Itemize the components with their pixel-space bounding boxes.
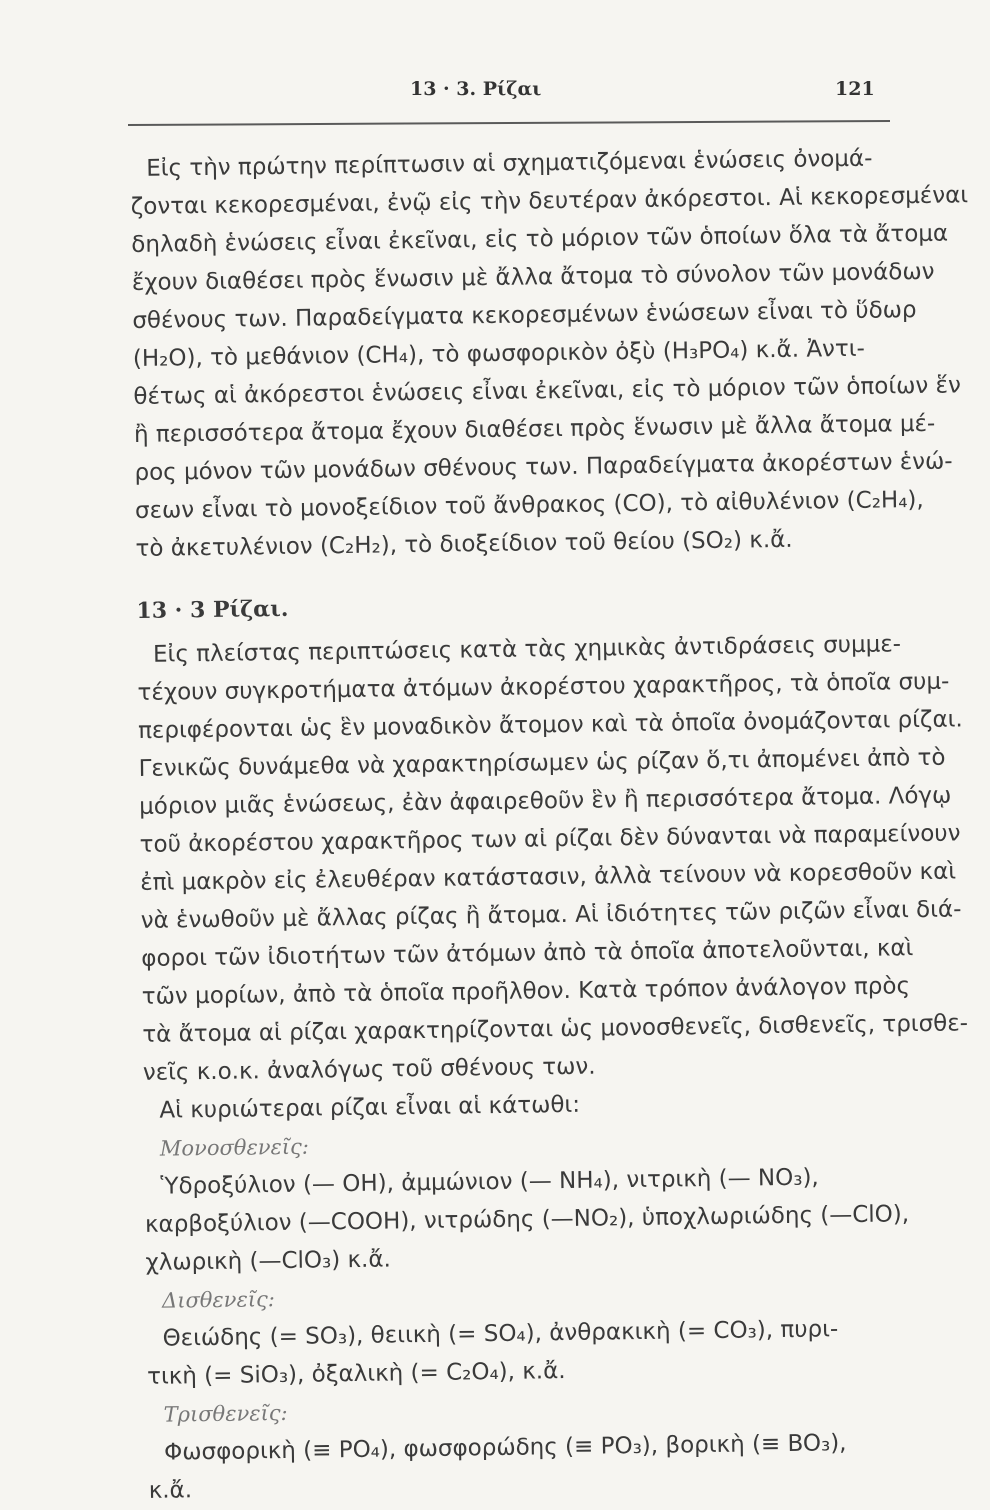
text-line: Γενικῶς δυνάμεθα νὰ χαρακτηρίσωμεν ὡς ρίζαν ὅ,τι ἀπομένει ἀπὸ τὸ	[138, 744, 946, 782]
text-line: Φωσφορικὴ (≡ PO₄), φωσφορώδης (≡ PO₃), βορικὴ (≡ BO₃),	[164, 1430, 847, 1466]
text-line: δηλαδὴ ἑνώσεις εἶναι ἐκεῖναι, εἰς τὸ μόριον τῶν ὁποίων ὅλα τὰ ἄτομα	[131, 220, 949, 258]
text-line: Θειώδης (= SO₃), θειικὴ (= SO₄), ἀνθρακικὴ (= CO₃), πυρι-	[162, 1316, 839, 1352]
text-line: νὰ ἑνωθοῦν μὲ ἄλλας ρίζας ἢ ἄτομα. Αἱ ἰδιότητες τῶν ριζῶν εἶναι διά-	[140, 896, 962, 934]
text-line: μόριον μιᾶς ἑνώσεως, ἐὰν ἀφαιρεθοῦν ἓν ἢ περισσότερα ἄτομα. Λόγῳ	[138, 782, 952, 820]
text-line: ἢ περισσότερα ἄτομα ἔχουν διαθέσει πρὸς ἕνωσιν μὲ ἄλλα ἄτομα μέ-	[133, 410, 936, 448]
page-number: 121	[835, 78, 875, 100]
text-line: τοῦ ἀκορέστου χαρακτῆρος των αἱ ρίζαι δὲν δύνανται νὰ παραμείνουν	[139, 820, 961, 858]
running-header	[0, 78, 990, 108]
text-line: τικὴ (= SiO₃), ὀξαλικὴ (= C₂O₄), κ.ἄ.	[146, 1358, 566, 1390]
text-line: ζονται κεκορεσμέναι, ἐνῷ εἰς τὴν δευτέραν ἀκόρεστοι. Αἱ κεκορεσμέναι	[130, 182, 969, 220]
text-line: τὰ ἄτομα αἱ ρίζαι χαρακτηρίζονται ὡς μονοσθενεῖς, δισθενεῖς, τρισθε-	[142, 1010, 969, 1048]
text-line: Εἰς τὴν πρώτην περίπτωσιν αἱ σχηματιζόμεναι ἑνώσεις ὀνομά-	[146, 145, 873, 182]
trivalent-label: Τρισθενεῖς:	[163, 1400, 288, 1427]
text-line: περιφέρονται ὡς ἓν μοναδικὸν ἄτομον καὶ τὰ ὁποῖα ὀνομάζονται ρίζαι.	[137, 706, 963, 744]
text-line: ἐπὶ μακρὸν εἰς ἐλευθέραν κατάστασιν, ἀλλὰ τείνουν νὰ κορεσθοῦν καὶ	[140, 858, 957, 896]
text-line: χλωρικὴ (—ClO₃) κ.ἄ.	[145, 1246, 392, 1276]
text-line: Ὑδροξύλιον (— OH), ἀμμώνιον (— NH₄), νιτρικὴ (— NO₃),	[160, 1164, 819, 1200]
text-line: τῶν μορίων, ἀπὸ τὰ ὁποῖα προῆλθον. Κατὰ τρόπον ἀνάλογον πρὸς	[141, 973, 911, 1010]
paragraph-1	[130, 139, 969, 568]
text-line: Εἰς πλείστας περιπτώσεις κατὰ τὰς χημικὰς ἀντιδράσεις συμμε-	[152, 631, 902, 668]
text-line: καρβοξύλιον (—COOH), νιτρώδης (—NO₂), ὑποχλωριώδης (—ClO),	[144, 1201, 910, 1238]
body-text	[130, 139, 969, 1509]
text-line: σεων εἶναι τὸ μονοξείδιον τοῦ ἄνθρακος (CO), τὸ αἰθυλένιον (C₂H₄),	[134, 486, 924, 524]
text-line: φοροι τῶν ἰδιοτήτων τῶν ἀτόμων ἀπὸ τὰ ὁποῖα ἀποτελοῦνται, καὶ	[141, 935, 914, 972]
header-rule	[128, 120, 890, 126]
list-intro: Αἱ κυριώτεραι ρίζαι εἶναι αἱ κάτωθι:	[159, 1091, 581, 1124]
text-line: τέχουν συγκροτήματα ἀτόμων ἀκορέστου χαρακτῆρος, τὰ ὁποῖα συμ-	[137, 668, 950, 706]
text-line: (H₂O), τὸ μεθάνιον (CH₄), τὸ φωσφορικὸν ὀξὺ (H₃PO₄) κ.ἄ. Ἀντι-	[132, 335, 866, 372]
monovalent-label: Μονοσθενεῖς:	[159, 1134, 310, 1161]
text-line: νεῖς κ.ο.κ. ἀναλόγως τοῦ σθένους των.	[142, 1053, 596, 1086]
text-line: κ.ἄ.	[148, 1477, 193, 1504]
text-line: ρος μόνον τῶν μονάδων σθένους των. Παραδείγματα ἀκορέστων ἑνώ-	[134, 448, 953, 486]
text-line: τὸ ἀκετυλένιον (C₂H₂), τὸ διοξείδιον τοῦ θείου (SO₂) κ.ἄ.	[135, 526, 793, 562]
text-line: ἔχουν διαθέσει πρὸς ἕνωσιν μὲ ἄλλα ἄτομα τὸ σύνολον τῶν μονάδων	[131, 258, 935, 296]
section-heading: 13 · 3 Ρίζαι.	[136, 595, 289, 624]
text-line: σθένους των. Παραδείγματα κεκορεσμένων ἑνώσεων εἶναι τὸ ὕδωρ	[132, 297, 917, 334]
divalent-label: Δισθενεῖς:	[161, 1287, 275, 1313]
header-title: 13 · 3. Ρίζαι	[410, 78, 542, 100]
paragraph-2	[137, 625, 969, 1092]
text-line: θέτως αἱ ἀκόρεστοι ἑνώσεις εἶναι ἐκεῖναι, εἰς τὸ μόριον τῶν ὁποίων ἕν	[133, 372, 962, 410]
